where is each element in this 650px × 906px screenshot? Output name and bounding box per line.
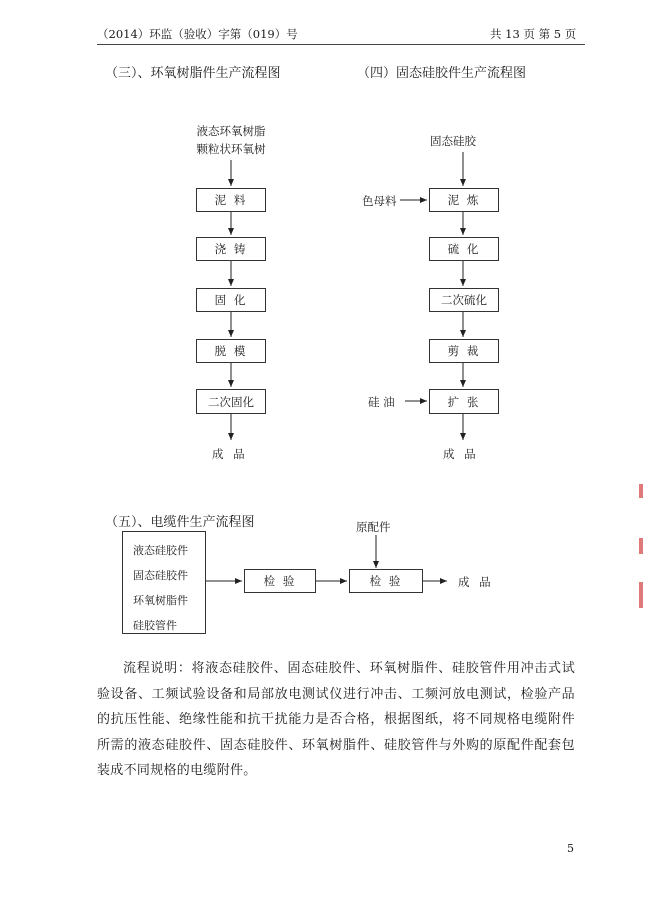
section4-step-3: 二次硫化 xyxy=(429,288,499,312)
section3-step-4: 脱 模 xyxy=(196,339,266,363)
section4-step-5: 扩 张 xyxy=(429,389,499,414)
section5-input-2: 固态硅胶件 xyxy=(133,569,188,582)
section5-input-3: 环氧树脂件 xyxy=(133,594,188,607)
section5-input-list xyxy=(122,531,206,634)
stamp-edge-mark xyxy=(639,582,643,608)
section5-input-4: 硅胶管件 xyxy=(133,619,177,632)
process-description: 流程说明：将液态硅胶件、固态硅胶件、环氧树脂件、硅胶管件用冲击式试验设备、工频试验设备和局部放电测试仪进行冲击、工频河放电测试，检验产品的抗压性能、绝缘性能和抗干扰能力是否合格，根据图纸，将不同规格电缆附件所需的液态硅胶件、固态硅胶件、环氧树脂件、硅胶管件与外购的原配件配套包装成不同规格的电缆附件。 xyxy=(97,661,575,778)
section3-output: 成 品 xyxy=(212,447,248,461)
section4-output: 成 品 xyxy=(443,447,479,461)
document-number: （2014）环监（验收）字第（019）号 xyxy=(97,27,298,41)
section4-side-input-2: 硅 油 xyxy=(368,395,395,409)
section3-step-2: 浇 铸 xyxy=(196,237,266,261)
section4-input: 固态硅胶 xyxy=(430,134,476,148)
section3-step-5: 二次固化 xyxy=(196,389,266,414)
stamp-edge-mark xyxy=(639,484,643,498)
section3-title: （三）、环氧树脂件生产流程图 xyxy=(105,66,281,81)
page-number: 5 xyxy=(567,842,574,855)
section3-input-2: 颗粒状环氧树 xyxy=(196,142,266,156)
section4-step-4: 剪 裁 xyxy=(429,339,499,363)
section5-step-2: 检 验 xyxy=(349,569,423,593)
section4-side-input-1: 色母料 xyxy=(362,194,397,208)
section5-output: 成 品 xyxy=(458,575,494,589)
section5-input-1: 液态硅胶件 xyxy=(133,544,188,557)
section3-input-1: 液态环氧树脂 xyxy=(196,124,266,138)
section4-step-2: 硫 化 xyxy=(429,237,499,261)
section4-step-1: 泥 炼 xyxy=(429,188,499,212)
section5-title: （五）、电缆件生产流程图 xyxy=(105,515,255,530)
section4-title: （四）固态硅胶件生产流程图 xyxy=(357,66,527,81)
section5-step-1: 检 验 xyxy=(244,569,316,593)
section5-extra-input: 原配件 xyxy=(356,520,391,534)
section3-step-3: 固 化 xyxy=(196,288,266,312)
stamp-edge-mark xyxy=(639,538,643,554)
page-info: 共 13 页 第 5 页 xyxy=(490,27,577,41)
section3-step-1: 泥 料 xyxy=(196,188,266,212)
